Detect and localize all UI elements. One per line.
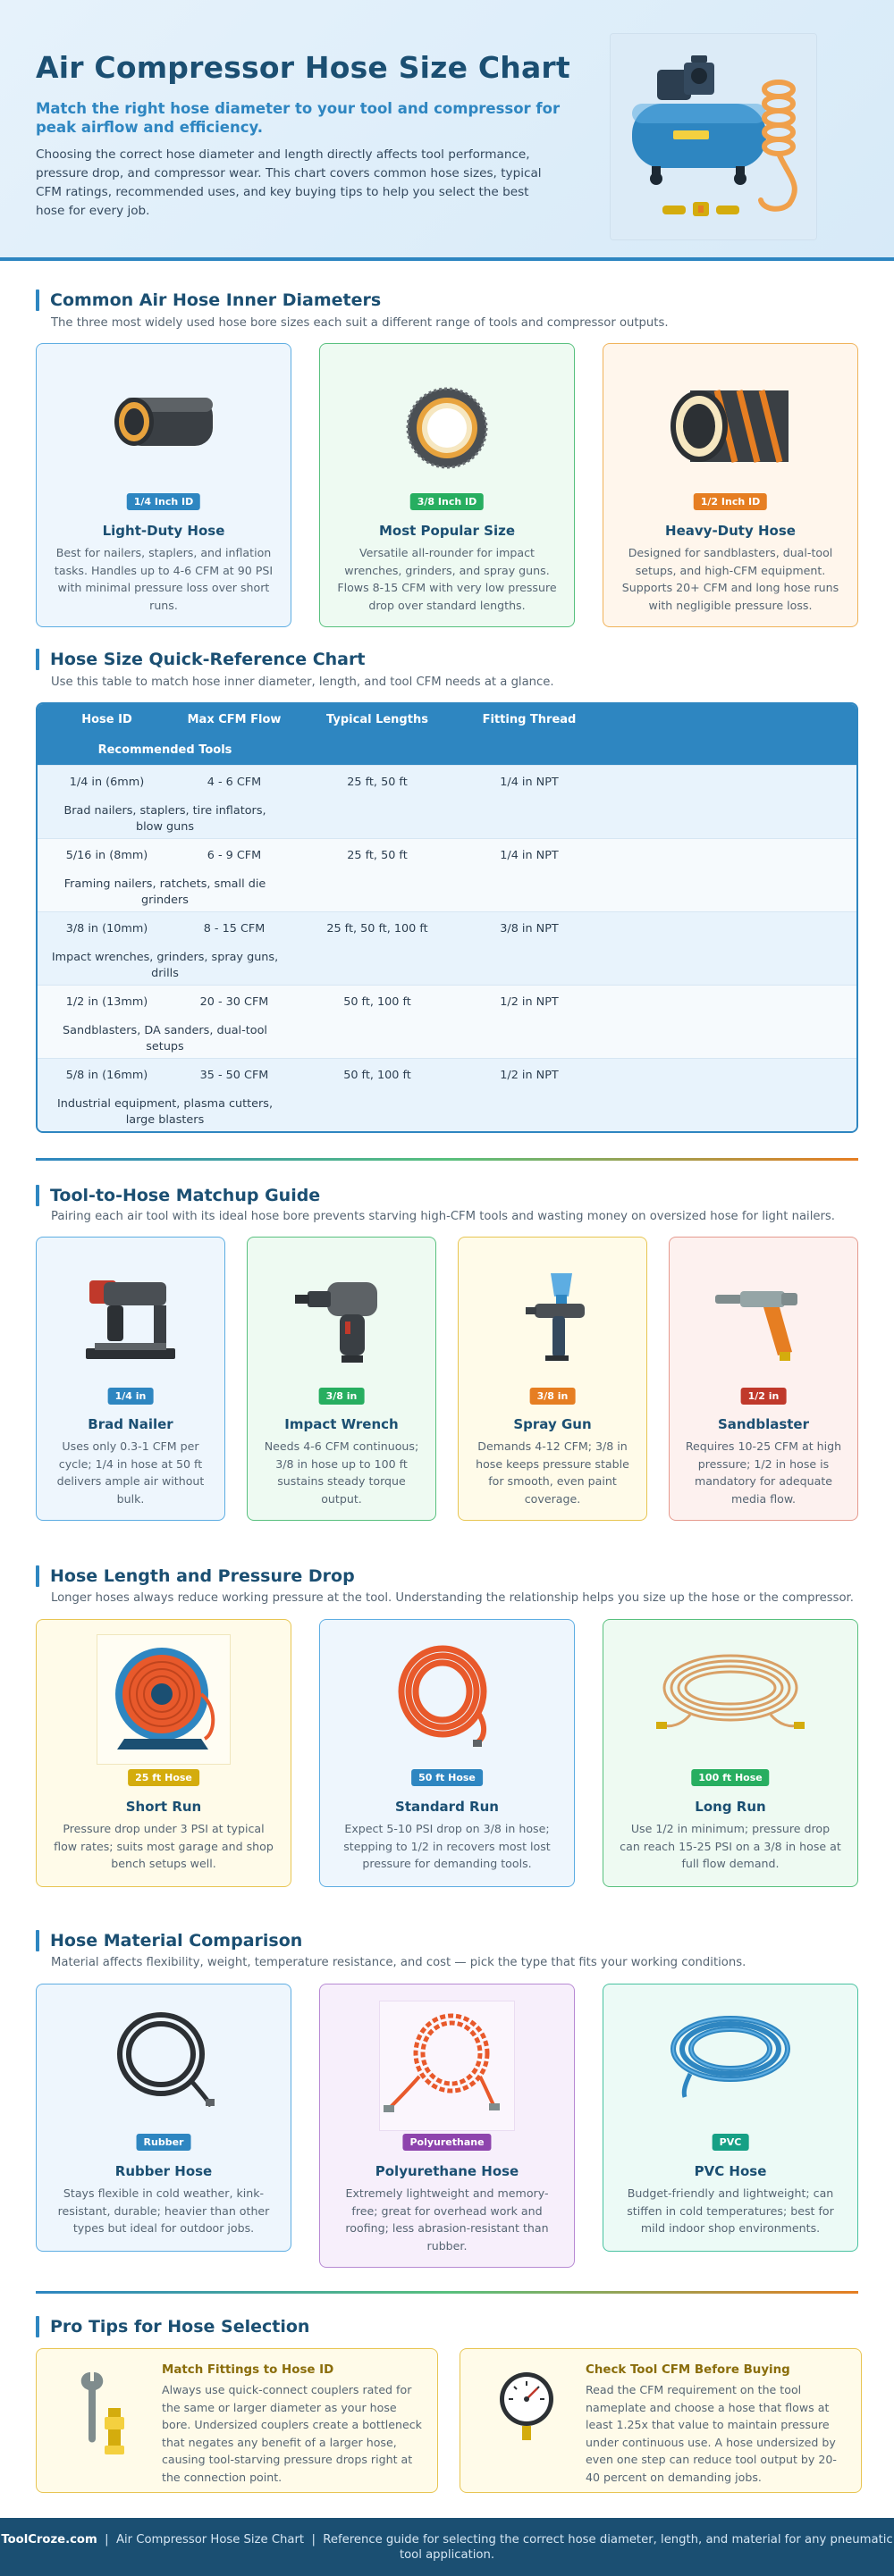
material-card: [603, 1984, 858, 2252]
diameter-heading: Light-Duty Hose: [102, 523, 225, 539]
material-card: [36, 1984, 291, 2252]
diameter-card: [319, 343, 575, 627]
table-cell: Sandblasters, DA sanders, dual-tool setups: [63, 1024, 267, 1053]
tips-title: Pro Tips for Hose Selection: [36, 2316, 309, 2337]
table-row: [38, 765, 856, 838]
material-badge: Polyurethane: [402, 2134, 491, 2151]
wrench-fitting-icon: [72, 2367, 130, 2469]
diameter-text: Designed for sandblasters, dual-tool setups, and high-CFM equipment. Supports 20+ CFM and long hose runs with negligible pressure loss.: [621, 546, 839, 612]
tool-badge: 3/8 in: [319, 1388, 365, 1405]
tip-heading: Check Tool CFM Before Buying: [586, 2363, 790, 2377]
reference-subtitle: Use this table to match hose inner diameter, length, and tool CFM needs at a glance.: [51, 675, 554, 689]
table-cell: 4 - 6 CFM: [207, 776, 262, 789]
table-cell: 25 ft, 50 ft: [347, 776, 408, 789]
tool-text: Needs 4-6 CFM continuous; 3/8 in hose up to 100 ft sustains steady torque output.: [264, 1439, 419, 1506]
tool-badge: 1/2 in: [741, 1388, 787, 1405]
tip-card: [460, 2348, 862, 2493]
length-badge: 25 ft Hose: [128, 1769, 199, 1786]
table-cell: 3/8 in NPT: [500, 922, 559, 936]
table-cell: 1/4 in NPT: [500, 776, 559, 789]
spray-gun-icon: [499, 1270, 606, 1372]
table-cell: Industrial equipment, plasma cutters, large blasters: [56, 1097, 274, 1127]
hose-ring-cross-section-icon: [402, 383, 492, 476]
tool-heading: Spray Gun: [513, 1416, 592, 1432]
tools-title: Tool-to-Hose Matchup Guide: [36, 1185, 320, 1206]
table-cell: 1/4 in (6mm): [69, 776, 145, 789]
footer-note: Reference guide for selecting the correct hose diameter, length, and material for any pneumatic tool application.: [323, 2533, 893, 2562]
rubber-hose-icon: [105, 2010, 222, 2111]
tool-text: Demands 4-12 CFM; 3/8 in hose keeps pressure stable for smooth, even paint coverage.: [476, 1439, 629, 1506]
table-cell: 50 ft, 100 ft: [343, 995, 411, 1009]
hose-reel-icon: [97, 1634, 231, 1765]
table-header: [38, 704, 856, 765]
footer: [0, 2518, 894, 2576]
length-heading: Short Run: [125, 1799, 202, 1815]
diameter-text: Best for nailers, staplers, and inflation tasks. Handles up to 4-6 CFM at 90 PSI with minimal pressure loss over short runs.: [54, 546, 274, 612]
tool-badge: 3/8 in: [530, 1388, 576, 1405]
table-cell: Brad nailers, staplers, tire inflators, blow guns: [63, 804, 266, 834]
length-heading: Standard Run: [395, 1799, 499, 1815]
footer-page-name: Air Compressor Hose Size Chart: [115, 2533, 305, 2547]
diameter-text: Versatile all-rounder for impact wrenches, grinders, and spray guns. Flows 8-15 CFM with very low pressure drop over standard lengths.: [337, 546, 557, 612]
material-heading: Rubber Hose: [114, 2163, 213, 2179]
column-header: Fitting Thread: [482, 713, 577, 726]
table-cell: 1/4 in NPT: [500, 849, 559, 862]
section-divider: [36, 2291, 858, 2294]
column-header: Hose ID: [81, 713, 132, 726]
table-cell: 20 - 30 CFM: [199, 995, 269, 1009]
length-card: [603, 1619, 858, 1887]
tool-text: Requires 10-25 CFM at high pressure; 1/2 in hose is mandatory for adequate media flow.: [685, 1439, 842, 1506]
tool-text: Uses only 0.3-1 CFM per cycle; 1/4 in hose at 50 ft delivers ample air without bulk.: [56, 1439, 205, 1506]
air-compressor-icon: [610, 33, 817, 240]
material-text: Stays flexible in cold weather, kink-resistant, durable; heavier than other types but ideal for outdoor jobs.: [57, 2186, 270, 2235]
reference-table: [36, 702, 858, 1133]
page-description: Choosing the correct hose diameter and length directly affects tool performance, pressure drop, and compressor wear. This chart covers common hose sizes, typical CFM ratings, recommended uses, and key buying tips to help you select the best hose for every job.: [36, 147, 542, 218]
footer-separator: |: [105, 2533, 109, 2547]
material-subtitle: Material affects flexibility, weight, temperature resistance, and cost — pick the type that fits your working conditions.: [51, 1956, 746, 1969]
table-cell: 1/2 in NPT: [500, 1069, 559, 1082]
length-heading: Long Run: [695, 1799, 766, 1815]
material-title: Hose Material Comparison: [36, 1930, 302, 1951]
table-cell: 5/8 in (16mm): [65, 1069, 148, 1082]
tools-subtitle: Pairing each air tool with its ideal hose bore prevents starving high-CFM tools and wasting money on oversized hose for light nailers.: [51, 1210, 835, 1223]
diameter-card: [36, 343, 291, 627]
column-header: Max CFM Flow: [187, 713, 282, 726]
length-subtitle: Longer hoses always reduce working pressure at the tool. Understanding the relationship helps you size up the hose or the compressor.: [51, 1591, 854, 1605]
table-cell: Impact wrenches, grinders, spray guns, drills: [51, 951, 279, 980]
column-header: Typical Lengths: [326, 713, 428, 726]
table-cell: 8 - 15 CFM: [203, 922, 266, 936]
table-cell: 5/16 in (8mm): [65, 849, 148, 862]
length-text: Pressure drop under 3 PSI at typical flow rates; suits most garage and shop bench setups well.: [54, 1822, 274, 1870]
reference-title: Hose Size Quick-Reference Chart: [36, 649, 365, 670]
length-badge: 50 ft Hose: [411, 1769, 483, 1786]
material-heading: Polyurethane Hose: [375, 2163, 519, 2179]
table-row: [38, 911, 856, 985]
recoil-hose-icon: [379, 2001, 515, 2131]
section-divider: [36, 1158, 858, 1161]
table-cell: 1/2 in (13mm): [65, 995, 148, 1009]
hero-banner: [0, 0, 894, 261]
long-coiled-hose-icon: [654, 1645, 806, 1747]
material-card: [319, 1984, 575, 2268]
page-subtitle: Match the right hose diameter to your tool and compressor for peak airflow and efficiency.: [36, 100, 561, 136]
length-card: [36, 1619, 291, 1887]
material-badge: Rubber: [137, 2134, 191, 2151]
tool-card: [247, 1237, 436, 1521]
material-text: Budget-friendly and lightweight; can stiffen in cold temperatures; best for mild indoor shop environments.: [627, 2186, 834, 2235]
material-text: Extremely lightweight and memory-free; great for overhead work and roofing; less abrasion-resistant than rubber.: [345, 2186, 549, 2253]
footer-brand[interactable]: ToolCroze.com: [1, 2533, 97, 2547]
footer-separator: |: [311, 2533, 316, 2547]
tool-heading: Brad Nailer: [88, 1416, 173, 1432]
table-row: [38, 1058, 856, 1131]
column-header: Recommended Tools: [97, 743, 232, 757]
table-cell: 25 ft, 50 ft: [347, 849, 408, 862]
impact-wrench-icon: [288, 1270, 395, 1372]
tip-text: Always use quick-connect couplers rated for the same or larger diameter as your hose bore. Undersized couplers create a bottleneck that negates any benefit of a larger hose, causing tool-starving pressure drops right at the connection point.: [162, 2383, 422, 2484]
diameters-title: Common Air Hose Inner Diameters: [36, 289, 381, 311]
pvc-hose-icon: [663, 2006, 797, 2108]
coiled-orange-hose-icon: [389, 1641, 505, 1752]
table-row: [38, 985, 856, 1058]
tool-card: [669, 1237, 858, 1521]
diameter-heading: Most Popular Size: [379, 523, 515, 539]
tool-badge: 1/4 in: [108, 1388, 154, 1405]
table-row: [38, 838, 856, 911]
length-text: Use 1/2 in minimum; pressure drop can reach 15-25 PSI on a 3/8 in hose at full flow demand.: [620, 1822, 841, 1870]
table-cell: 6 - 9 CFM: [207, 849, 262, 862]
table-cell: 3/8 in (10mm): [65, 922, 148, 936]
brad-nailer-icon: [77, 1270, 184, 1372]
length-card: [319, 1619, 575, 1887]
diameter-heading: Heavy-Duty Hose: [665, 523, 796, 539]
table-cell: Framing nailers, ratchets, small die grinders: [63, 877, 266, 907]
tip-text: Read the CFM requirement on the tool nameplate and choose a hose that flows at least 1.25x that value to maintain pressure under continuous use. A hose undersized by even one step can reduce tool output by 20-40 percent on demanding jobs.: [586, 2383, 837, 2484]
table-cell: 1/2 in NPT: [500, 995, 559, 1009]
page-title: Air Compressor Hose Size Chart: [36, 50, 570, 85]
pressure-gauge-icon: [496, 2369, 559, 2453]
diameter-badge: 1/2 Inch ID: [694, 493, 767, 510]
length-title: Hose Length and Pressure Drop: [36, 1565, 355, 1587]
material-badge: PVC: [713, 2134, 749, 2151]
diameter-card: [603, 343, 858, 627]
material-heading: PVC Hose: [694, 2163, 767, 2179]
small-hose-cross-section-icon: [105, 390, 222, 457]
diameter-badge: 3/8 Inch ID: [410, 493, 484, 510]
length-badge: 100 ft Hose: [691, 1769, 769, 1786]
large-hose-cross-section-icon: [663, 382, 797, 474]
tool-card: [36, 1237, 225, 1521]
tool-card: [458, 1237, 647, 1521]
sandblaster-gun-icon: [710, 1270, 817, 1372]
length-text: Expect 5-10 PSI drop on 3/8 in hose; stepping to 1/2 in recovers most lost pressure for demanding tools.: [343, 1822, 551, 1870]
diameters-subtitle: The three most widely used hose bore sizes each suit a different range of tools and compressor outputs.: [51, 316, 669, 330]
table-cell: 50 ft, 100 ft: [343, 1069, 411, 1082]
tip-heading: Match Fittings to Hose ID: [162, 2363, 334, 2377]
tool-heading: Sandblaster: [717, 1416, 809, 1432]
table-cell: 35 - 50 CFM: [199, 1069, 269, 1082]
tool-heading: Impact Wrench: [284, 1416, 399, 1432]
diameter-badge: 1/4 Inch ID: [127, 493, 200, 510]
tip-card: [36, 2348, 438, 2493]
table-cell: 25 ft, 50 ft, 100 ft: [326, 922, 428, 936]
